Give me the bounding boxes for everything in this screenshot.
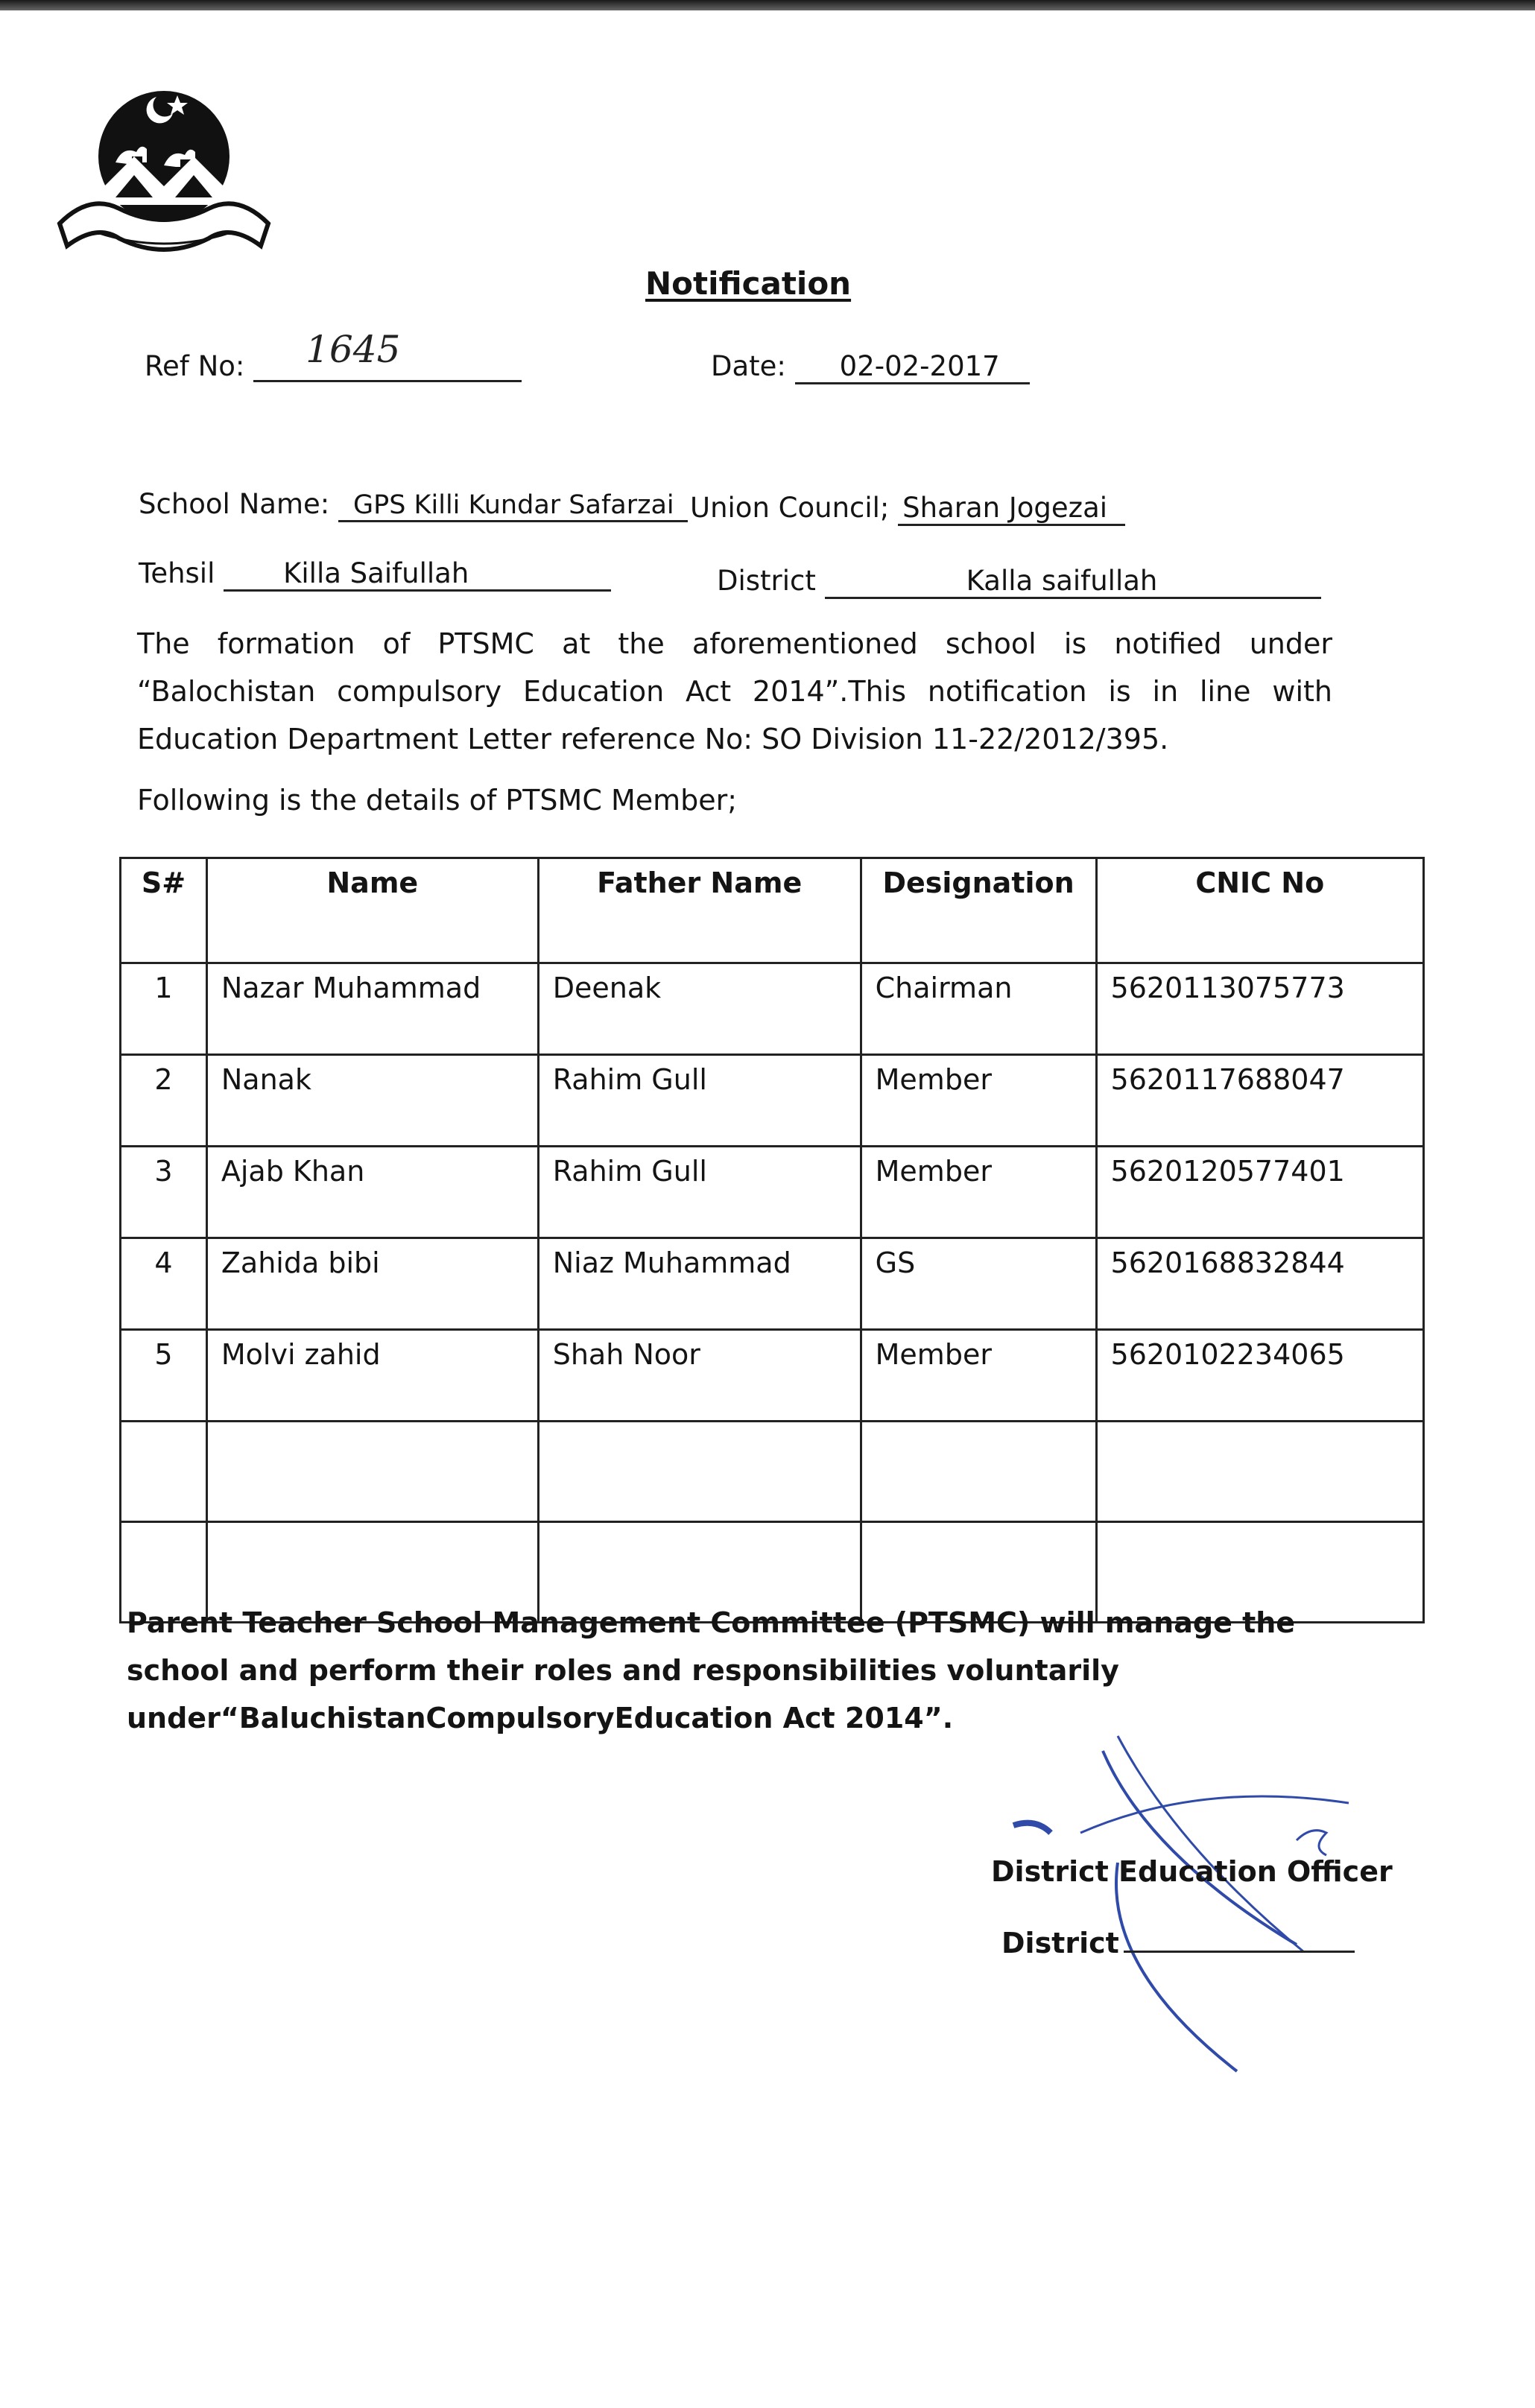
table-row xyxy=(121,1238,1424,1330)
cell-name: Ajab Khan xyxy=(206,1147,538,1238)
table-row xyxy=(121,963,1424,1055)
cell-sno: 1 xyxy=(121,963,207,1055)
signatory-district-row xyxy=(1001,1927,1355,1959)
union-council-value: Sharan Jogezai xyxy=(898,492,1125,526)
cell-designation: Chairman xyxy=(861,963,1096,1055)
government-emblem-logo xyxy=(45,75,283,268)
cell-sno: 3 xyxy=(121,1147,207,1238)
header-sno: S# xyxy=(121,858,207,963)
cell-sno: 2 xyxy=(121,1055,207,1147)
date-value: 02-02-2017 xyxy=(795,350,1030,384)
cell-empty xyxy=(861,1422,1096,1522)
cell-empty xyxy=(1096,1422,1423,1522)
union-council-row xyxy=(690,492,1125,526)
date-row xyxy=(711,350,1030,384)
tehsil-label: Tehsil xyxy=(139,557,215,589)
ref-line xyxy=(253,328,522,382)
cell-cnic: 5620168832844 xyxy=(1096,1238,1423,1330)
cell-name: Nanak xyxy=(206,1055,538,1147)
school-name-value: GPS Killi Kundar Safarzai xyxy=(338,490,688,522)
header-cnic: CNIC No xyxy=(1096,858,1423,963)
table-row xyxy=(121,1055,1424,1147)
tehsil-row xyxy=(139,557,611,592)
details-intro: Following is the details of PTSMC Member; xyxy=(137,784,738,817)
table-row-empty xyxy=(121,1422,1424,1522)
date-label: Date: xyxy=(711,350,786,382)
union-council-label: Union Council; xyxy=(690,492,890,524)
table-row xyxy=(121,1147,1424,1238)
table-row xyxy=(121,1330,1424,1422)
table-header-row xyxy=(121,858,1424,963)
closing-paragraph: Parent Teacher School Management Committee (PTSMC) will manage the school and perform their roles and responsibilities voluntarily under“BaluchistanCompulsoryEducation Act 2014”. xyxy=(127,1606,1296,1734)
header-father-name: Father Name xyxy=(538,858,861,963)
school-name-row xyxy=(139,488,688,522)
district-blank-line xyxy=(1124,1951,1355,1953)
cell-father-name: Niaz Muhammad xyxy=(538,1238,861,1330)
school-name-label: School Name: xyxy=(139,488,330,520)
cell-empty xyxy=(538,1422,861,1522)
page-title: Notification xyxy=(645,265,852,302)
notification-paragraph: The formation of PTSMC at the aforementioned school is notified under “Balochistan compulsory Education Act 2014”.This notification is in line with Education Department Letter reference No: SO Division 11-22/2012/395. xyxy=(137,627,1332,755)
district-value: Kalla saifullah xyxy=(825,565,1321,599)
scan-top-edge xyxy=(0,0,1535,10)
cell-cnic: 5620117688047 xyxy=(1096,1055,1423,1147)
cell-cnic: 5620120577401 xyxy=(1096,1147,1423,1238)
cell-cnic: 5620113075773 xyxy=(1096,963,1423,1055)
signatory-district-label: District xyxy=(1001,1927,1119,1959)
cell-designation: GS xyxy=(861,1238,1096,1330)
cell-empty xyxy=(121,1422,207,1522)
district-row xyxy=(717,565,1321,599)
header-designation: Designation xyxy=(861,858,1096,963)
header-name: Name xyxy=(206,858,538,963)
ref-label: Ref No: xyxy=(145,350,245,382)
signatory-title: District Education Officer xyxy=(991,1855,1393,1888)
cell-father-name: Rahim Gull xyxy=(538,1147,861,1238)
cell-name: Molvi zahid xyxy=(206,1330,538,1422)
cell-sno: 5 xyxy=(121,1330,207,1422)
cell-sno: 4 xyxy=(121,1238,207,1330)
cell-designation: Member xyxy=(861,1330,1096,1422)
ref-row xyxy=(145,328,522,382)
district-label: District xyxy=(717,565,816,597)
cell-father-name: Deenak xyxy=(538,963,861,1055)
cell-designation: Member xyxy=(861,1147,1096,1238)
tehsil-value: Killa Saifullah xyxy=(224,557,611,592)
cell-name: Nazar Muhammad xyxy=(206,963,538,1055)
members-table xyxy=(119,857,1425,1623)
cell-name: Zahida bibi xyxy=(206,1238,538,1330)
cell-designation: Member xyxy=(861,1055,1096,1147)
cell-father-name: Shah Noor xyxy=(538,1330,861,1422)
cell-father-name: Rahim Gull xyxy=(538,1055,861,1147)
cell-cnic: 5620102234065 xyxy=(1096,1330,1423,1422)
cell-empty xyxy=(206,1422,538,1522)
ref-number-handwritten: 1645 xyxy=(306,328,401,371)
